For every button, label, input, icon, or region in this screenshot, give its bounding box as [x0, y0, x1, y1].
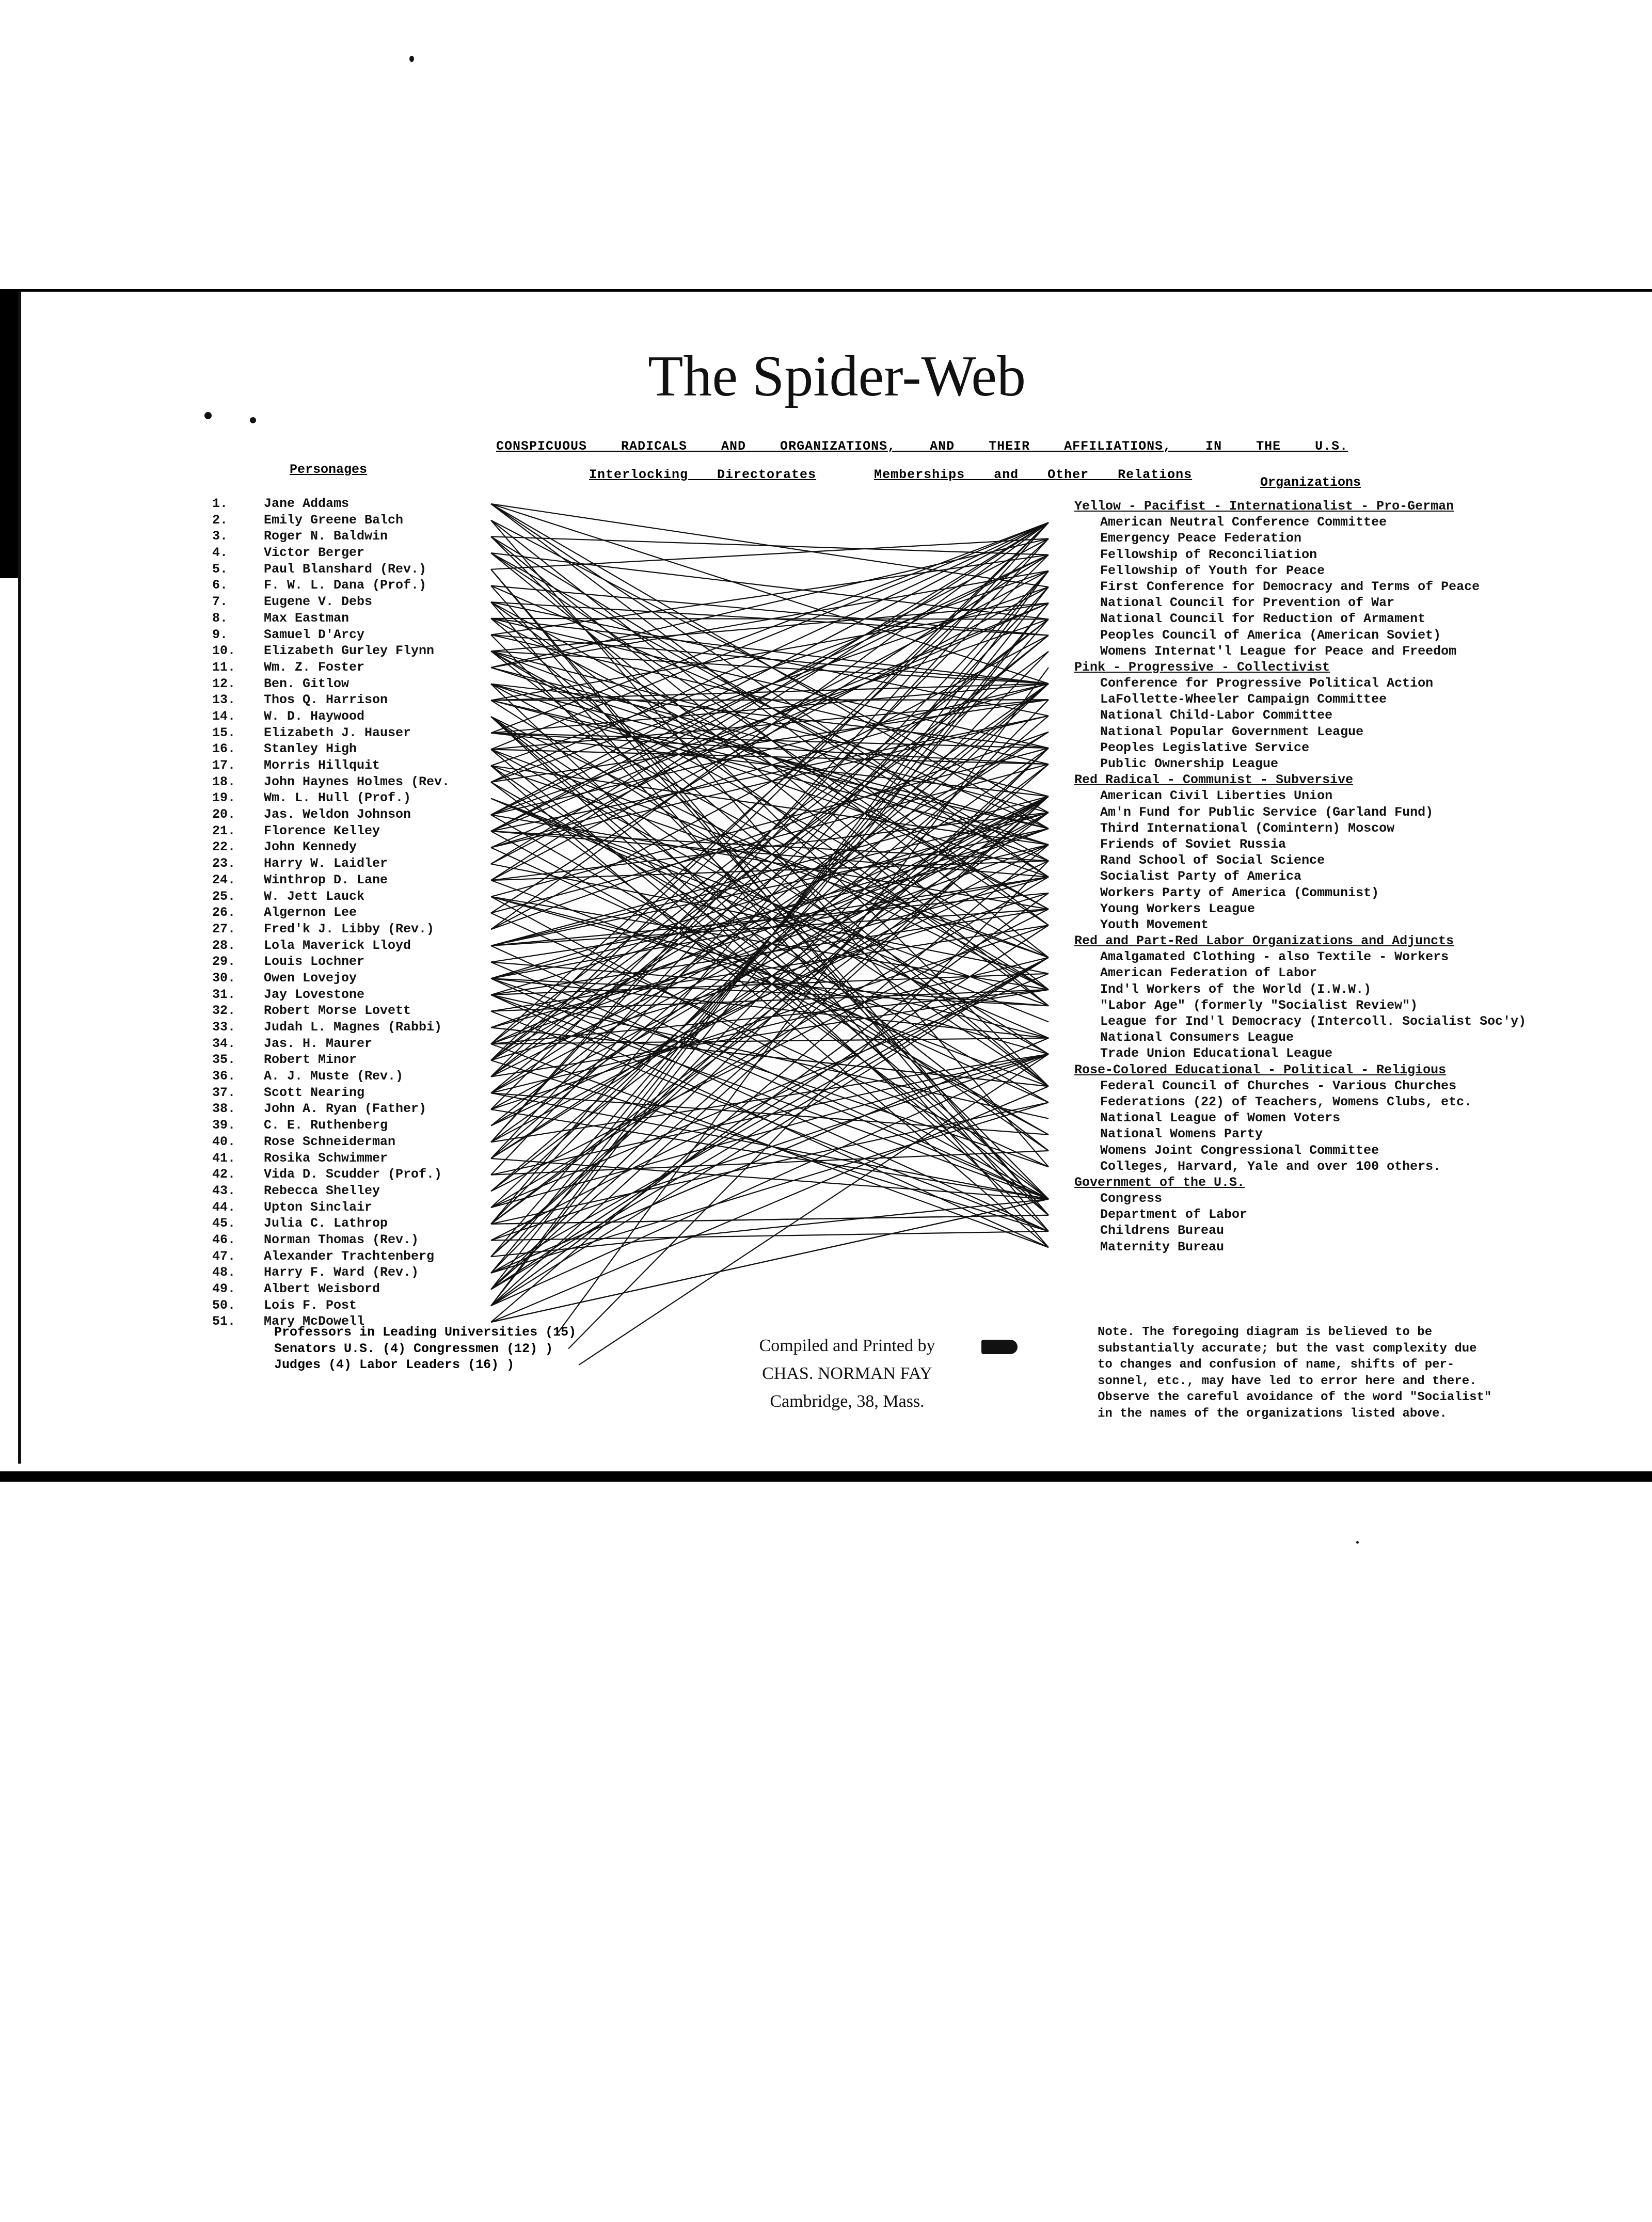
person-number: 19. [212, 790, 236, 806]
credit-line-2: CHAS. NORMAN FAY [762, 1364, 932, 1383]
person-name: Jane Addams [264, 496, 350, 511]
person-name: Fred'k J. Libby (Rev.) [264, 921, 435, 937]
person-row [212, 954, 450, 970]
organization-item: Third International (Comintern) Moscow [1100, 820, 1395, 836]
person-name: John A. Ryan (Father) [264, 1101, 427, 1117]
affiliation-line [491, 782, 1049, 1199]
organization-item: Am'n Fund for Public Service (Garland Fund) [1100, 804, 1434, 820]
affiliation-line [491, 1158, 1049, 1199]
person-name: Alexander Trachtenberg [264, 1248, 435, 1264]
affiliation-line [491, 684, 1049, 1125]
person-row [212, 1150, 450, 1167]
organization-item: Colleges, Harvard, Yale and over 100 others. [1100, 1158, 1441, 1174]
person-name: John Kennedy [264, 839, 357, 855]
person-name: Mary McDowell [264, 1314, 365, 1329]
affiliation-line [491, 1215, 1049, 1224]
organization-item: Socialist Party of America [1100, 869, 1302, 884]
person-number: 35. [212, 1052, 236, 1068]
person-row [212, 643, 450, 659]
person-row [212, 938, 450, 954]
person-number: 7. [212, 594, 228, 610]
person-row [212, 1232, 450, 1248]
subtitle-relations-part1: Interlocking Directorates [589, 467, 817, 482]
scan-speck [1356, 1541, 1359, 1544]
organization-item: Fellowship of Youth for Peace [1100, 563, 1325, 578]
person-row [212, 987, 450, 1003]
personages-header: Personages [290, 462, 368, 477]
person-number: 21. [212, 823, 236, 838]
person-number: 4. [212, 545, 228, 561]
person-number: 49. [212, 1281, 236, 1296]
person-name: Jas. Weldon Johnson [264, 807, 411, 822]
person-row [212, 496, 450, 512]
person-name: Robert Minor [264, 1052, 357, 1068]
person-name: Lola Maverick Lloyd [264, 938, 411, 953]
person-name: Wm. Z. Foster [264, 659, 365, 675]
person-row [212, 741, 450, 757]
person-row [212, 627, 450, 643]
scan-speck [409, 56, 414, 62]
organization-item: Conference for Progressive Political Action [1100, 676, 1434, 691]
person-number: 2. [212, 512, 228, 528]
extra-groups-list [274, 1324, 576, 1373]
person-name: Paul Blanshard (Rev.) [264, 561, 427, 577]
organization-item: American Federation of Labor [1100, 965, 1317, 981]
person-name: Rose Schneiderman [264, 1134, 396, 1149]
organization-item: Peoples Council of America (American Soviet) [1100, 627, 1441, 643]
person-number: 17. [212, 758, 236, 773]
person-number: 39. [212, 1118, 236, 1133]
person-number: 1. [212, 496, 228, 511]
person-number: 15. [212, 725, 236, 740]
pointing-hand-icon [981, 1340, 1018, 1354]
person-row [212, 725, 450, 741]
person-number: 20. [212, 807, 236, 822]
person-row [212, 1281, 450, 1297]
person-row [212, 561, 450, 578]
person-name: Lois F. Post [264, 1297, 357, 1313]
person-row [212, 823, 450, 839]
person-row [212, 1166, 450, 1183]
person-number: 41. [212, 1150, 236, 1166]
person-name: Norman Thomas (Rev.) [264, 1232, 419, 1247]
person-number: 26. [212, 905, 236, 920]
organization-item: First Conference for Democracy and Terms of Peace [1100, 579, 1480, 594]
person-name: Roger N. Baldwin [264, 529, 388, 544]
organization-item: National Council for Prevention of War [1100, 595, 1395, 611]
person-name: Julia C. Lathrop [264, 1216, 388, 1231]
extra-group: Senators U.S. (4) Congressmen (12) ) [274, 1341, 553, 1356]
person-row [212, 872, 450, 888]
person-row [212, 904, 450, 921]
organization-item: LaFollette-Wheeler Campaign Committee [1100, 692, 1387, 707]
organization-item: "Labor Age" (formerly "Socialist Review") [1100, 997, 1418, 1013]
person-number: 36. [212, 1069, 236, 1084]
person-name: Morris Hillquit [264, 758, 380, 773]
organization-item: National Consumers League [1100, 1030, 1294, 1045]
organization-item: Department of Labor [1100, 1207, 1248, 1223]
person-number: 6. [212, 578, 228, 593]
person-name: W. D. Haywood [264, 708, 365, 724]
credit-block [734, 1332, 961, 1416]
person-name: Emily Greene Balch [264, 512, 404, 528]
person-row [212, 888, 450, 905]
affiliation-line [491, 651, 1049, 796]
person-row [212, 594, 450, 610]
person-row [212, 1134, 450, 1150]
organization-item: Workers Party of America (Communist) [1100, 885, 1379, 900]
person-number: 38. [212, 1101, 236, 1117]
person-number: 51. [212, 1314, 236, 1329]
person-number: 9. [212, 627, 228, 642]
person-name: C. E. Ruthenberg [264, 1118, 388, 1133]
person-number: 24. [212, 872, 236, 887]
credit-line-3: Cambridge, 38, Mass. [770, 1392, 925, 1411]
person-number: 14. [212, 708, 236, 724]
person-name: Samuel D'Arcy [264, 627, 365, 642]
organization-category: Red and Part-Red Labor Organizations and Adjuncts [1074, 933, 1454, 949]
person-name: Eugene V. Debs [264, 594, 373, 610]
person-name: Jas. H. Maurer [264, 1036, 373, 1051]
organization-item: American Neutral Conference Committee [1100, 515, 1387, 530]
person-name: Owen Lovejoy [264, 970, 357, 986]
person-name: Wm. L. Hull (Prof.) [264, 790, 411, 806]
person-row [212, 855, 450, 872]
person-row [212, 1036, 450, 1052]
footnote-line: substantially accurate; but the vast complexity due [1098, 1341, 1477, 1356]
person-row [212, 1085, 450, 1101]
person-name: Thos Q. Harrison [264, 692, 388, 708]
person-number: 5. [212, 561, 228, 577]
person-row [212, 676, 450, 692]
organization-item: National Popular Government League [1100, 724, 1364, 739]
person-number: 37. [212, 1085, 236, 1100]
person-name: Max Eastman [264, 610, 350, 626]
person-number: 8. [212, 610, 228, 626]
person-row [212, 1264, 450, 1281]
credit-line-1: Compiled and Printed by [759, 1336, 935, 1355]
person-row [212, 921, 450, 938]
person-name: Louis Lochner [264, 954, 365, 970]
person-name: Harry W. Laidler [264, 856, 388, 871]
organization-item: National Council for Reduction of Armament [1100, 611, 1426, 627]
person-number: 30. [212, 970, 236, 986]
affiliation-line [491, 651, 1049, 684]
person-number: 3. [212, 529, 228, 544]
person-number: 10. [212, 643, 236, 659]
person-row [212, 708, 450, 725]
organization-item: Young Workers League [1100, 901, 1256, 916]
person-number: 31. [212, 987, 236, 1002]
person-name: Vida D. Scudder (Prof.) [264, 1167, 442, 1182]
organization-category: Pink - Progressive - Collectivist [1074, 659, 1330, 675]
person-row [212, 692, 450, 708]
person-row [212, 577, 450, 594]
footnote-line: Observe the careful avoidance of the word "Socialist" [1098, 1390, 1492, 1404]
person-name: Stanley High [264, 741, 357, 757]
person-number: 46. [212, 1232, 236, 1247]
person-name: Judah L. Magnes (Rabbi) [264, 1020, 442, 1035]
organizations-list [1074, 498, 1526, 1255]
organization-category: Government of the U.S. [1074, 1175, 1245, 1190]
person-number: 22. [212, 839, 236, 855]
organization-item: Youth Movement [1100, 917, 1209, 932]
person-row [212, 1052, 450, 1068]
person-number: 44. [212, 1199, 236, 1215]
person-row [212, 757, 450, 774]
person-number: 11. [212, 659, 236, 675]
organization-item: Maternity Bureau [1100, 1239, 1225, 1255]
organization-item: Peoples Legislative Service [1100, 740, 1310, 755]
organization-item: Public Ownership League [1100, 756, 1279, 771]
person-number: 28. [212, 938, 236, 953]
person-row [212, 806, 450, 823]
organization-category: Yellow - Pacifist - Internationalist - Pro-German [1074, 499, 1454, 514]
organization-item: Fellowship of Reconciliation [1100, 547, 1317, 562]
footnote-line: sonnel, etc., may have led to error here and there. [1098, 1374, 1477, 1388]
person-number: 12. [212, 676, 236, 691]
person-row [212, 774, 450, 790]
person-name: Albert Weisbord [264, 1281, 380, 1296]
person-number: 48. [212, 1265, 236, 1280]
organization-item: Friends of Soviet Russia [1100, 836, 1286, 852]
organization-category: Red Radical - Communist - Subversive [1074, 772, 1354, 788]
person-number: 27. [212, 921, 236, 937]
person-number: 29. [212, 954, 236, 970]
person-name: Harry F. Ward (Rev.) [264, 1265, 419, 1280]
personages-list [212, 496, 450, 1330]
person-row [212, 1068, 450, 1085]
person-name: Florence Kelley [264, 823, 380, 838]
person-number: 42. [212, 1167, 236, 1182]
person-name: W. Jett Lauck [264, 888, 365, 904]
organization-item: American Civil Liberties Union [1100, 788, 1333, 804]
diagram-sheet [18, 292, 1652, 1464]
person-name: Robert Morse Lovett [264, 1003, 411, 1019]
organization-item: National Child-Labor Committee [1100, 708, 1333, 723]
organization-item: Rand School of Social Science [1100, 853, 1325, 868]
person-row [212, 512, 450, 529]
page-title: The Spider-Web [647, 344, 1026, 408]
person-row [212, 839, 450, 855]
person-name: F. W. L. Dana (Prof.) [264, 578, 427, 593]
organizations-header: Organizations [1260, 475, 1361, 490]
person-row [212, 610, 450, 627]
person-name: Algernon Lee [264, 905, 357, 920]
person-number: 40. [212, 1134, 236, 1149]
person-name: Jay Lovestone [264, 987, 365, 1002]
extra-group: Judges (4) Labor Leaders (16) ) [274, 1357, 515, 1372]
organization-item: Trade Union Educational League [1100, 1046, 1333, 1061]
person-number: 18. [212, 774, 236, 789]
person-number: 34. [212, 1036, 236, 1051]
organization-item: Womens Joint Congressional Committee [1100, 1142, 1379, 1158]
person-number: 23. [212, 856, 236, 871]
person-row [212, 1003, 450, 1019]
person-name: Elizabeth Gurley Flynn [264, 643, 435, 659]
person-number: 43. [212, 1183, 236, 1198]
organization-item: Womens Internat'l League for Peace and Freedom [1100, 643, 1457, 659]
person-name: Elizabeth J. Hauser [264, 725, 411, 740]
person-number: 50. [212, 1297, 236, 1313]
organization-item: Federal Council of Churches - Various Churches [1100, 1078, 1457, 1093]
footnote-line: in the names of the organizations listed above. [1098, 1406, 1447, 1421]
person-name: Winthrop D. Lane [264, 872, 388, 887]
subtitle-relations-part2: Memberships and Other Relations [874, 467, 1193, 482]
footnote-line: Note. The foregoing diagram is believed to be [1098, 1325, 1433, 1339]
person-row [212, 1248, 450, 1265]
person-row [212, 970, 450, 987]
footnote [1098, 1324, 1614, 1422]
organization-item: League for Ind'l Democracy (Intercoll. Socialist Soc'y) [1100, 1014, 1527, 1029]
person-number: 45. [212, 1216, 236, 1231]
person-row [212, 528, 450, 545]
person-row [212, 659, 450, 676]
person-row [212, 1019, 450, 1036]
scan-bottom-border [0, 1471, 1652, 1482]
person-number: 25. [212, 888, 236, 904]
person-row [212, 1297, 450, 1314]
organization-item: Ind'l Workers of the World (I.W.W.) [1100, 981, 1372, 997]
person-row [212, 545, 450, 561]
subtitle: CONSPICUOUS RADICALS AND ORGANIZATIONS, AND THEIR AFFILIATIONS, IN THE U.S. [496, 439, 1348, 454]
organization-item: Federations (22) of Teachers, Womens Clubs, etc. [1100, 1094, 1472, 1109]
organization-category: Rose-Colored Educational - Political - Religious [1074, 1062, 1447, 1077]
person-name: Ben. Gitlow [264, 676, 350, 691]
person-number: 16. [212, 741, 236, 757]
person-name: Rebecca Shelley [264, 1183, 380, 1198]
organization-item: Childrens Bureau [1100, 1223, 1225, 1239]
organization-item: Emergency Peace Federation [1100, 531, 1302, 546]
person-number: 13. [212, 692, 236, 708]
organization-item: Amalgamated Clothing - also Textile - Workers [1100, 949, 1449, 965]
person-name: Upton Sinclair [264, 1199, 373, 1215]
person-row [212, 1199, 450, 1216]
person-number: 32. [212, 1003, 236, 1019]
organization-item: Congress [1100, 1191, 1163, 1207]
person-row [212, 790, 450, 806]
person-name: Rosika Schwimmer [264, 1150, 388, 1166]
footnote-line: to changes and confusion of name, shifts of per- [1098, 1358, 1455, 1372]
person-name: John Haynes Holmes (Rev. [264, 774, 450, 789]
person-row [212, 1117, 450, 1134]
extra-group: Professors in Leading Universities (15) [274, 1325, 577, 1340]
person-row [212, 1101, 450, 1117]
affiliation-line [491, 1199, 1049, 1322]
person-row [212, 1183, 450, 1199]
person-number: 47. [212, 1248, 236, 1264]
person-name: Scott Nearing [264, 1085, 365, 1100]
person-row [212, 1215, 450, 1232]
person-name: A. J. Muste (Rev.) [264, 1069, 404, 1084]
person-name: Victor Berger [264, 545, 365, 561]
organization-item: National Womens Party [1100, 1126, 1263, 1142]
person-number: 33. [212, 1020, 236, 1035]
organization-item: National League of Women Voters [1100, 1110, 1341, 1126]
